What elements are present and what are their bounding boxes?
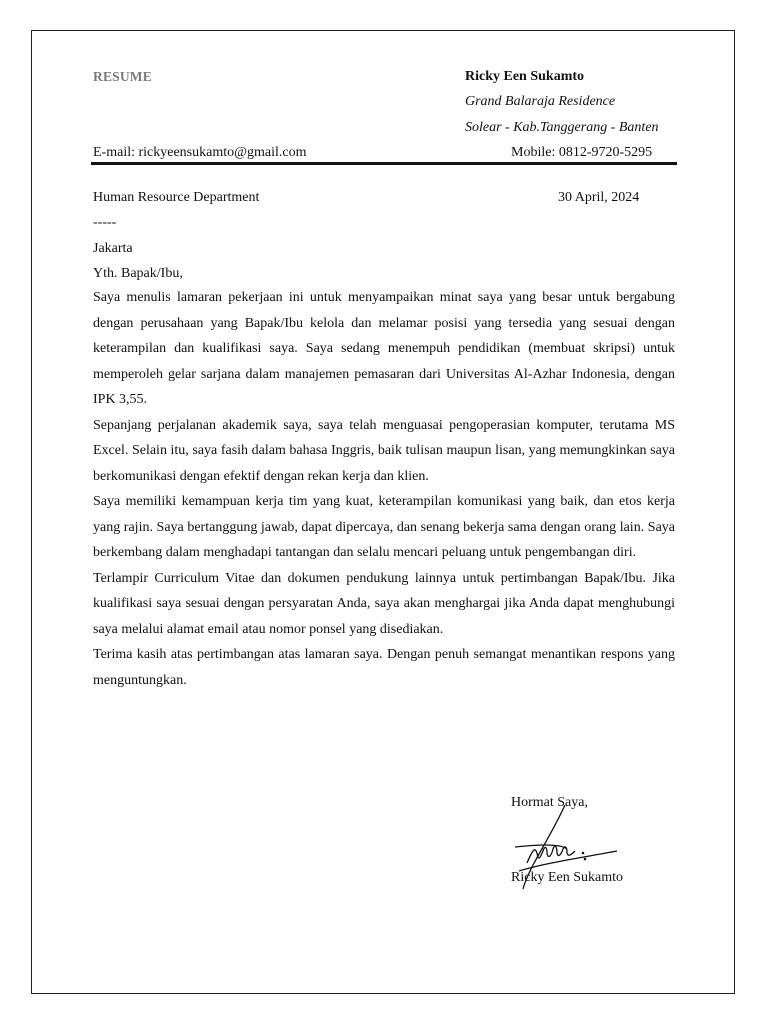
resume-label: RESUME (93, 69, 152, 84)
closing-salutation: Hormat Saya, (511, 795, 588, 810)
address-line-2: Solear - Kab.Tanggerang - Banten (465, 120, 659, 135)
mobile-text: Mobile: 0812-9720-5295 (511, 145, 653, 160)
paragraph-qualities: Saya memiliki kemampuan kerja tim yang kuat, keterampilan komunikasi yang baik, dan etos kerja yang rajin. Saya bertanggung jawab, dapat dipercaya, dan senang bekerja sama dengan orang lain. Saya berkembang dalam menghadapi tantangan dan selalu mencari peluang untuk pengembangan diri. (93, 494, 675, 560)
paragraph-thanks: Terima kasih atas pertimbangan atas lamaran saya. Dengan penuh semangat menantikan respons yang menguntungkan. (93, 647, 675, 688)
applicant-name: Ricky Een Sukamto (465, 69, 585, 84)
signer-name: Ricky Een Sukamto (511, 870, 623, 885)
letter-body (93, 285, 675, 693)
recipient-city: Jakarta (93, 241, 133, 256)
header-divider (91, 162, 677, 165)
paragraph-intro: Saya menulis lamaran pekerjaan ini untuk menyampaikan minat saya yang besar untuk bergabung dengan perusahaan yang Bapak/Ibu kelola dan melamar posisi yang tersedia yang sesuai dengan keterampilan dan kualifikasi saya. Saya sedang menempuh pendidikan (membuat skripsi) untuk memperoleh gelar sarjana dalam manajemen pemasaran dari Universitas Al-Azhar Indonesia, dengan IPK 3,55. (93, 290, 675, 407)
recipient-placeholder: ----- (93, 215, 117, 230)
paragraph-skills: Sepanjang perjalanan akademik saya, saya telah menguasai pengoperasian komputer, terutama MS Excel. Selain itu, saya fasih dalam bahasa Inggris, baik tulisan maupun lisan, yang memungkinkan saya berkomunikasi dengan efektif dengan rekan kerja dan klien. (93, 417, 675, 484)
paragraph-attachment: Terlampir Curriculum Vitae dan dokumen pendukung lainnya untuk pertimbangan Bapak/Ibu. Jika kualifikasi saya sesuai dengan persyaratan Anda, saya akan menghargai jika Anda dapat menghubungi saya melalui alamat email atau nomor ponsel yang disediakan. (93, 570, 675, 637)
address-line-1: Grand Balaraja Residence (465, 94, 616, 109)
greeting: Yth. Bapak/Ibu, (93, 266, 183, 281)
email-text: E-mail: rickyeensukamto@gmail.com (93, 145, 307, 160)
letter-date: 30 April, 2024 (558, 190, 640, 205)
recipient-department: Human Resource Department (93, 190, 260, 205)
